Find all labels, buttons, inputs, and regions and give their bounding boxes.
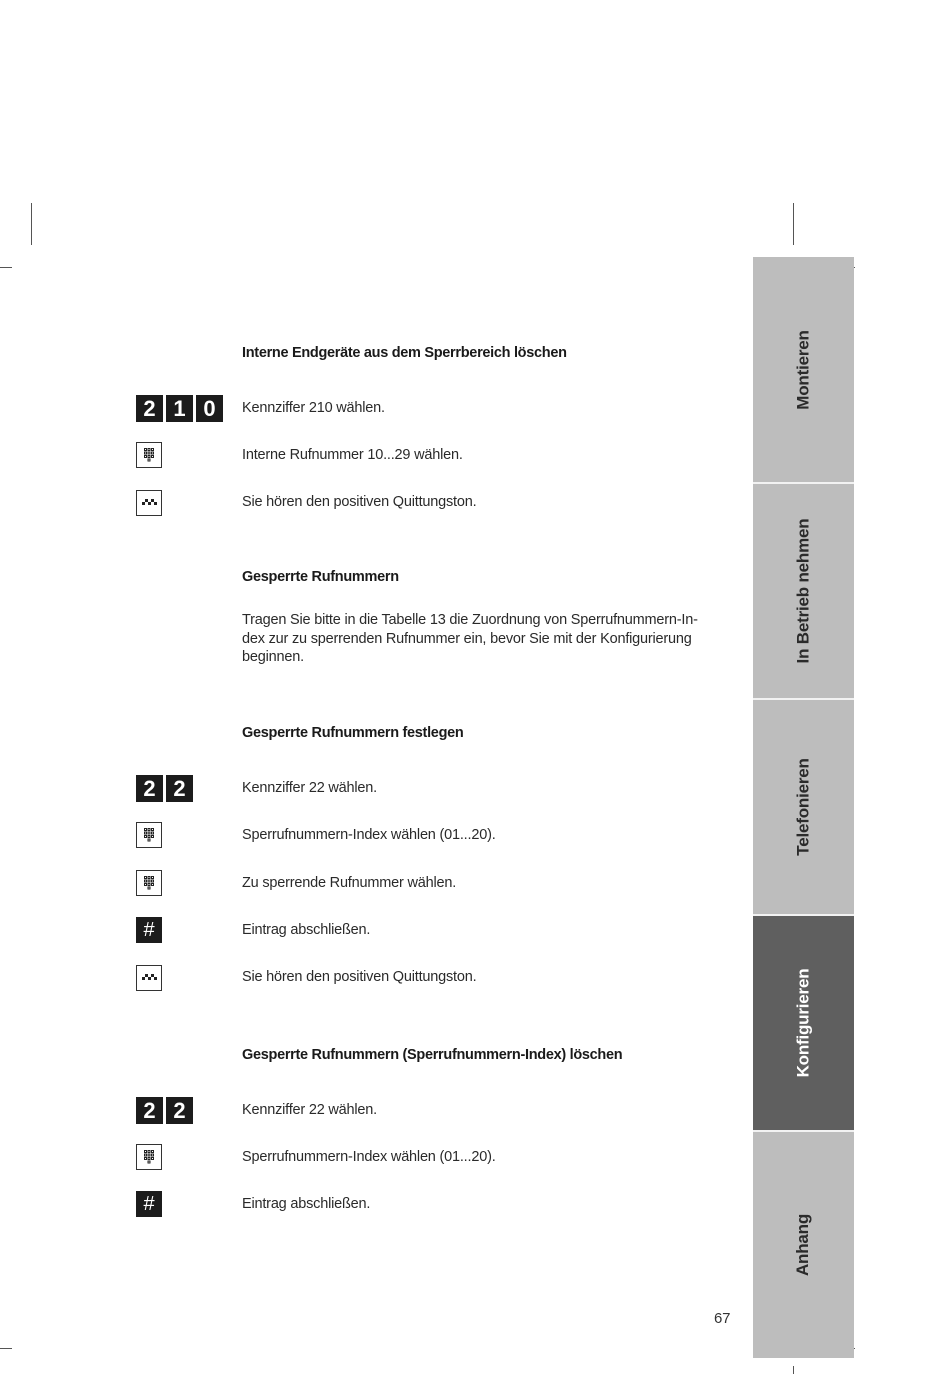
step-text: Sperrufnummern-Index wählen (01...20). bbox=[242, 1149, 496, 1165]
digit-key: 1 bbox=[166, 395, 193, 422]
keys-2-1-0 bbox=[136, 395, 223, 422]
crop-mark-bottom-right bbox=[793, 1366, 794, 1374]
tab-label: In Betrieb nehmen bbox=[793, 518, 813, 664]
crop-mark-top-left bbox=[31, 203, 32, 245]
keypad-icon bbox=[136, 1144, 162, 1170]
digit-key: 2 bbox=[136, 1097, 163, 1124]
step-text: Kennziffer 210 wählen. bbox=[242, 400, 385, 416]
tab-label: Konfigurieren bbox=[793, 968, 813, 1078]
crop-mark-left-bottom bbox=[0, 1348, 12, 1349]
hash-key-icon bbox=[136, 917, 162, 943]
step-text: Sperrufnummern-Index wählen (01...20). bbox=[242, 827, 496, 843]
keypad-icon bbox=[136, 442, 162, 468]
section-heading: Gesperrte Rufnummern bbox=[242, 569, 399, 585]
step-text: Eintrag abschließen. bbox=[242, 922, 371, 938]
keys-2-2 bbox=[136, 1097, 193, 1124]
confirmation-tone-icon bbox=[136, 965, 162, 991]
step-text: Interne Rufnummer 10...29 wählen. bbox=[242, 447, 463, 463]
tab-label: Telefonieren bbox=[793, 758, 813, 856]
page-number: 67 bbox=[714, 1310, 731, 1327]
keypad-icon bbox=[136, 822, 162, 848]
paragraph-line: dex zur zu sperrenden Rufnummer ein, bevor Sie mit der Konfigurierung bbox=[242, 630, 692, 647]
tab-montieren[interactable] bbox=[753, 257, 854, 482]
tab-label: Montieren bbox=[793, 329, 813, 410]
keys-2-2 bbox=[136, 775, 193, 802]
keypad-icon bbox=[136, 870, 162, 896]
step-text: Sie hören den positiven Quittungston. bbox=[242, 494, 477, 510]
digit-key: 2 bbox=[166, 775, 193, 802]
step-text: Sie hören den positiven Quittungston. bbox=[242, 969, 477, 985]
tab-konfigurieren[interactable] bbox=[753, 916, 854, 1130]
section-heading: Gesperrte Rufnummern (Sperrufnummern-Index) löschen bbox=[242, 1047, 623, 1063]
crop-mark-left-top bbox=[0, 267, 12, 268]
tab-anhang[interactable] bbox=[753, 1132, 854, 1358]
hash-glyph: # bbox=[143, 919, 155, 941]
tab-label: Anhang bbox=[793, 1213, 813, 1277]
tab-telefonieren[interactable] bbox=[753, 700, 854, 914]
paragraph-line: beginnen. bbox=[242, 649, 304, 665]
digit-key: 2 bbox=[166, 1097, 193, 1124]
confirmation-tone-icon bbox=[136, 490, 162, 516]
section-heading: Interne Endgeräte aus dem Sperrbereich löschen bbox=[242, 345, 567, 361]
step-text: Kennziffer 22 wählen. bbox=[242, 1102, 377, 1118]
crop-mark-top-right bbox=[793, 203, 794, 245]
step-text: Eintrag abschließen. bbox=[242, 1196, 371, 1212]
digit-key: 2 bbox=[136, 775, 163, 802]
step-text: Zu sperrende Rufnummer wählen. bbox=[242, 875, 457, 891]
step-text: Kennziffer 22 wählen. bbox=[242, 780, 377, 796]
tab-in-betrieb-nehmen[interactable] bbox=[753, 484, 854, 698]
digit-key: 0 bbox=[196, 395, 223, 422]
section-paragraph bbox=[242, 611, 727, 667]
section-heading: Gesperrte Rufnummern festlegen bbox=[242, 725, 464, 741]
hash-glyph: # bbox=[143, 1193, 155, 1215]
hash-key-icon bbox=[136, 1191, 162, 1217]
paragraph-line: Tragen Sie bitte in die Tabelle 13 die Zuordnung von Sperrufnummern-In- bbox=[242, 612, 698, 628]
digit-key: 2 bbox=[136, 395, 163, 422]
